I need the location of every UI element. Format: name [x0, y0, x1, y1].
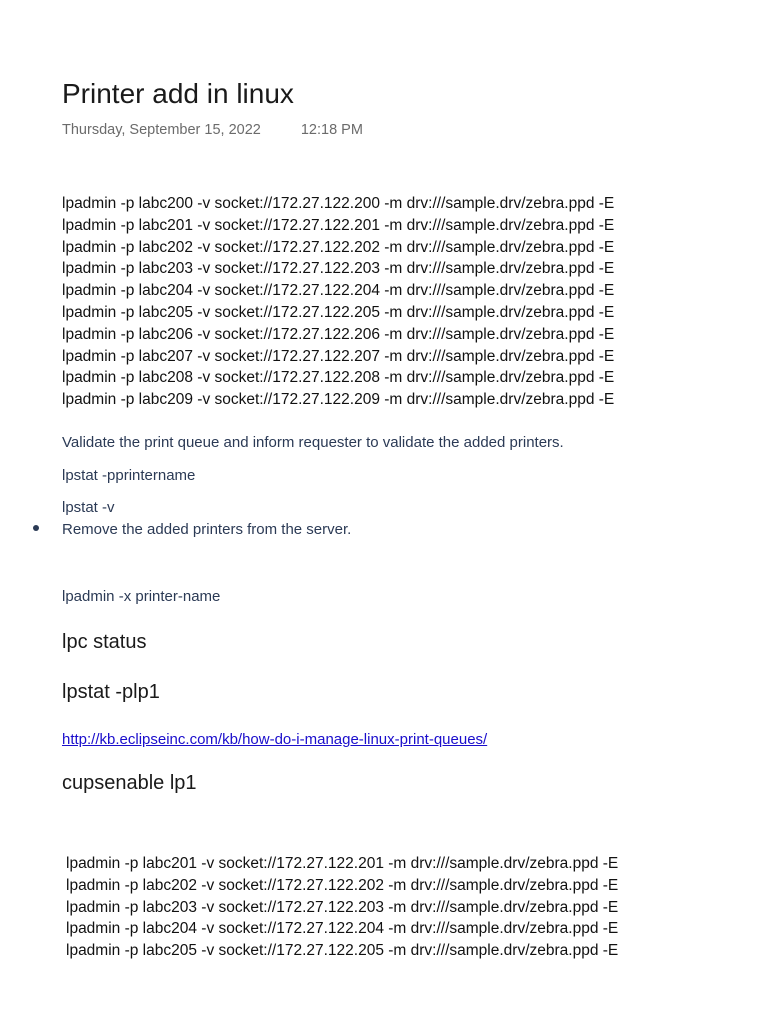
command-line: lpadmin -p labc203 -v socket://172.27.122.203 -m drv:///sample.drv/zebra.ppd -E — [62, 260, 615, 278]
command-line: lpadmin -p labc204 -v socket://172.27.122.204 -m drv:///sample.drv/zebra.ppd -E — [62, 282, 615, 300]
command-line: lpadmin -p labc204 -v socket://172.27.122.204 -m drv:///sample.drv/zebra.ppd -E — [66, 920, 619, 938]
command-line: lpadmin -p labc202 -v socket://172.27.122.202 -m drv:///sample.drv/zebra.ppd -E — [66, 876, 619, 894]
command-line: lpadmin -p labc201 -v socket://172.27.122.201 -m drv:///sample.drv/zebra.ppd -E — [62, 216, 615, 234]
command-line: lpadmin -p labc202 -v socket://172.27.122.202 -m drv:///sample.drv/zebra.ppd -E — [62, 238, 615, 256]
command-line: lpadmin -p labc205 -v socket://172.27.122.205 -m drv:///sample.drv/zebra.ppd -E — [66, 942, 619, 960]
remove-bullet-item — [33, 521, 351, 538]
command-list — [62, 193, 614, 411]
command-line: lpadmin -p labc208 -v socket://172.27.122.208 -m drv:///sample.drv/zebra.ppd -E — [62, 369, 615, 387]
page-metadata — [62, 122, 363, 138]
command-line: lpadmin -p labc200 -v socket://172.27.122.200 -m drv:///sample.drv/zebra.ppd -E — [62, 195, 615, 212]
lpadmin-x-note: lpadmin -x printer-name — [62, 588, 221, 605]
page-time: 12:18 PM — [300, 122, 363, 138]
lpstat-p-note: lpstat -pprintername — [62, 467, 196, 484]
lpc-status-heading: lpc status — [62, 631, 147, 653]
bullet-icon — [33, 525, 39, 531]
lpstat-v-note: lpstat -v — [62, 499, 115, 516]
command-list-2 — [66, 853, 619, 960]
cupsenable-heading: cupsenable lp1 — [62, 772, 197, 794]
kb-link[interactable]: http://kb.eclipseinc.com/kb/how-do-i-manage-linux-print-queues/ — [62, 731, 488, 748]
command-line: lpadmin -p labc207 -v socket://172.27.122.207 -m drv:///sample.drv/zebra.ppd -E — [62, 347, 615, 365]
validate-note: Validate the print queue and inform requester to validate the added printers. — [62, 434, 564, 451]
command-line: lpadmin -p labc205 -v socket://172.27.122.205 -m drv:///sample.drv/zebra.ppd -E — [62, 303, 615, 321]
command-line: lpadmin -p labc203 -v socket://172.27.122.203 -m drv:///sample.drv/zebra.ppd -E — [66, 898, 619, 916]
command-line: lpadmin -p labc201 -v socket://172.27.122.201 -m drv:///sample.drv/zebra.ppd -E — [66, 855, 619, 872]
lpstat-plp1-heading: lpstat -plp1 — [62, 681, 160, 703]
command-line: lpadmin -p labc209 -v socket://172.27.122.209 -m drv:///sample.drv/zebra.ppd -E — [62, 391, 615, 409]
remove-bullet-text: Remove the added printers from the server. — [62, 521, 352, 538]
command-line: lpadmin -p labc206 -v socket://172.27.122.206 -m drv:///sample.drv/zebra.ppd -E — [62, 325, 615, 343]
page-date: Thursday, September 15, 2022 — [62, 122, 261, 138]
page-title: Printer add in linux — [62, 78, 294, 109]
